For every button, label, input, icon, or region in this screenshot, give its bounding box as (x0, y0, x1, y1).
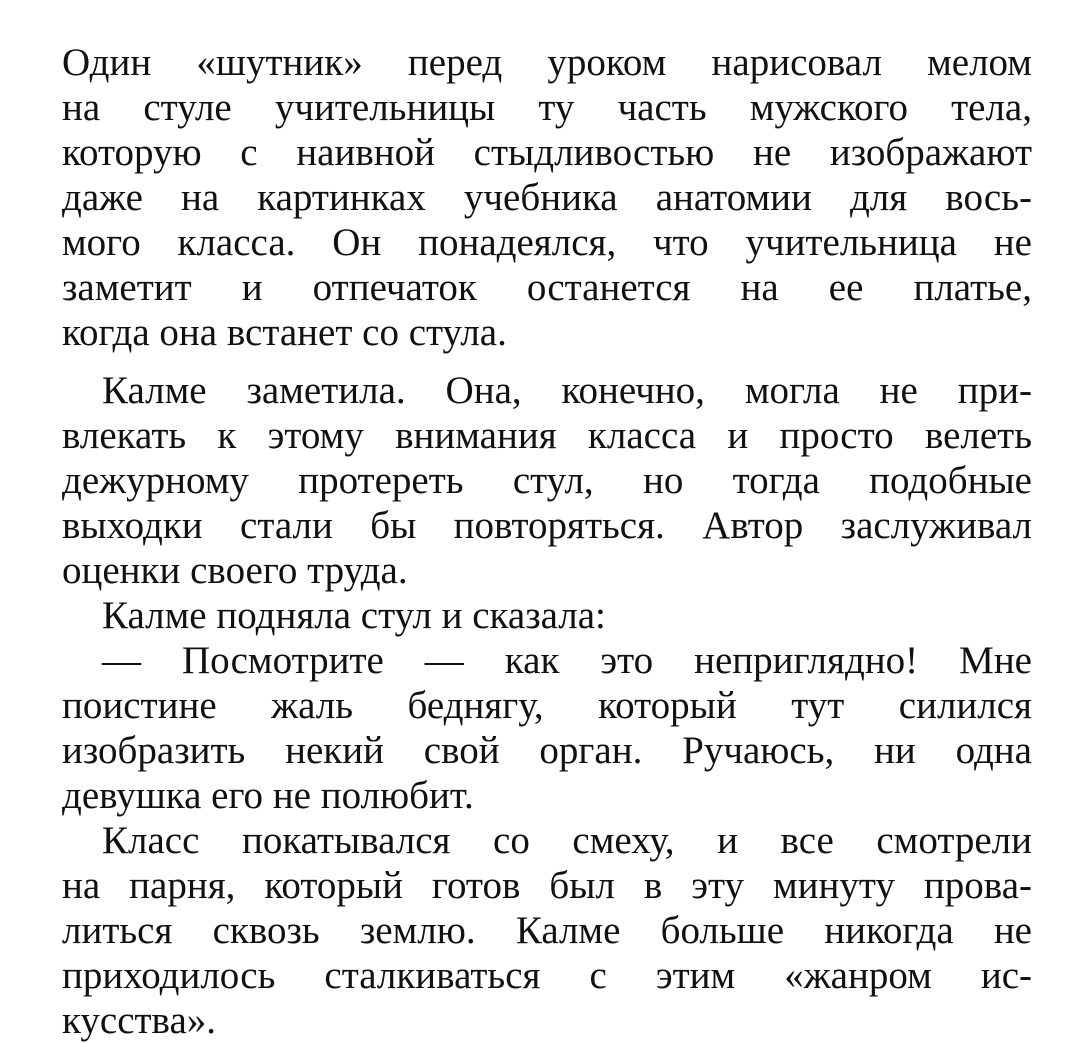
text-line: дежурному протереть стул, но тогда подобные (62, 459, 1032, 502)
text-line: влекать к этому внимания класса и просто велеть (62, 414, 1032, 457)
text-line: которую с наивной стыдливостью не изображают (62, 131, 1032, 174)
paragraph-1 (62, 40, 1032, 355)
text-line: на стуле учительницы ту часть мужского тела, (62, 86, 1032, 129)
text-line: Один «шутник» перед уроком нарисовал мелом (62, 41, 1032, 84)
document-page (62, 40, 1032, 1043)
text-line: когда она встанет со стула. (62, 311, 507, 354)
paragraph-2 (62, 368, 1032, 593)
text-line: — Посмотрите — как это неприглядно! Мне (102, 639, 1032, 682)
text-line: изобразить некий свой орган. Ручаюсь, ни одна (62, 729, 1032, 772)
text-line: приходилось сталкиваться с этим «жанром ис- (62, 954, 1032, 997)
text-line: оценки своего труда. (62, 549, 408, 592)
text-line: литься сквозь землю. Калме больше никогда не (62, 909, 1032, 952)
text-line: заметит и отпечаток останется на ее платье, (62, 266, 1032, 309)
paragraph-4 (62, 638, 1032, 818)
text-line: кусства». (62, 999, 217, 1042)
text-line: Калме заметила. Она, конечно, могла не при- (102, 369, 1032, 412)
text-line: Калме подняла стул и сказала: (102, 594, 606, 637)
text-line: на парня, который готов был в эту минуту прова- (62, 864, 1032, 907)
paragraph-3 (62, 593, 1032, 638)
text-line: Класс покатывался со смеху, и все смотрели (102, 819, 1032, 862)
text-line: выходки стали бы повторяться. Автор заслуживал (62, 504, 1032, 547)
text-line: девушка его не полюбит. (62, 774, 474, 817)
paragraph-5 (62, 818, 1032, 1043)
text-line: мого класса. Он понадеялся, что учительница не (62, 221, 1032, 264)
text-line: даже на картинках учебника анатомии для вось- (62, 176, 1032, 219)
text-line: поистине жаль беднягу, который тут силился (62, 684, 1032, 727)
